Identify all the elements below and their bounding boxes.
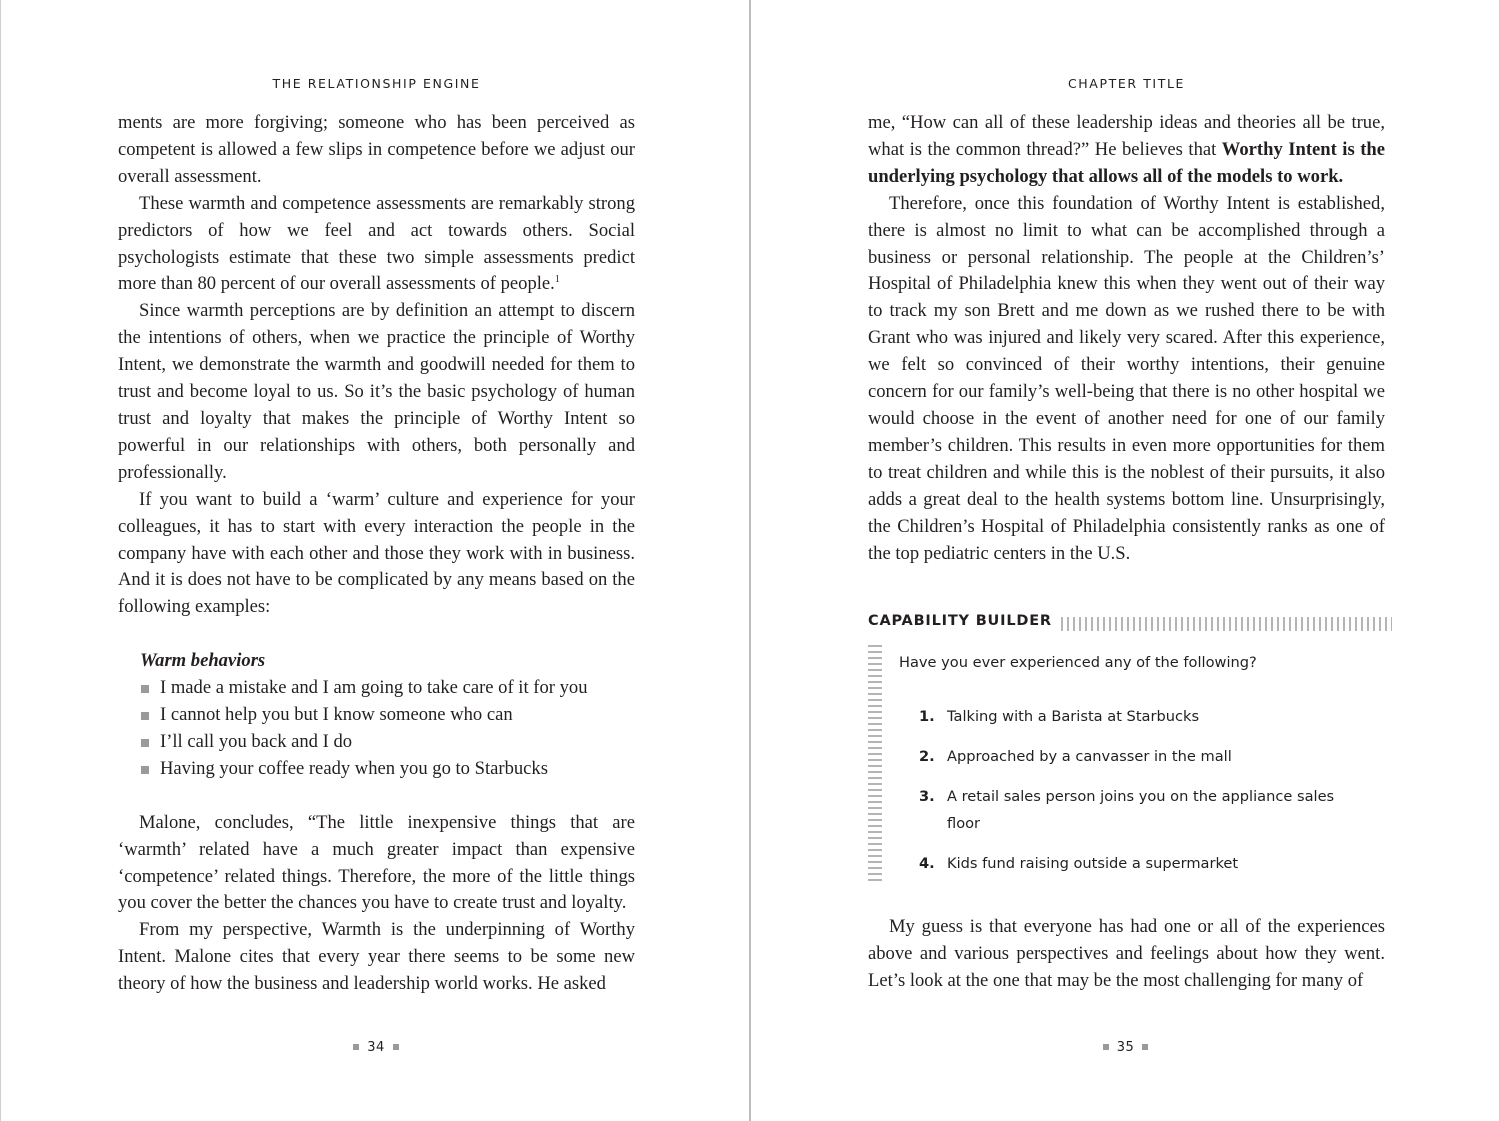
list-item-text: I cannot help you but I know someone who can (160, 704, 513, 726)
running-head: CHAPTER TITLE (1067, 76, 1186, 91)
running-head: THE RELATIONSHIP ENGINE (272, 76, 481, 91)
body-text (118, 110, 635, 998)
list-item (899, 703, 1379, 730)
list-item (899, 783, 1379, 837)
paragraph (118, 191, 635, 299)
footnote-marker: 1 (554, 274, 560, 286)
paragraph: Malone, concludes, “The little inexpensive things that are ‘warmth’ related have a much greater impact than expensive ‘competence’ related things. Therefore, the more of the little things you cover the better the chances you have to create trust and loyalty. (118, 811, 635, 914)
page-number (751, 1040, 1500, 1055)
page-number (1, 1040, 751, 1055)
list-item (140, 756, 635, 783)
list-number: 4. (919, 855, 935, 872)
paragraph (868, 110, 1385, 191)
folio-mark-icon (393, 1044, 399, 1050)
bullet-square-icon (141, 766, 149, 774)
subhead: Warm behaviors (140, 650, 266, 672)
list-item-text: Having your coffee ready when you go to Starbucks (160, 757, 548, 779)
paragraph: ments are more forgiving; someone who has been perceived as competent is allowed a few slips in competence before we adjust our overall assessment. (118, 112, 635, 187)
bullet-square-icon (141, 739, 149, 747)
paragraph: If you want to build a ‘warm’ culture and experience for your colleagues, it has to start with every interaction the people in the company have with each other and those they work with in business. And it is does not have to be complicated by any means based on the following examples: (118, 488, 635, 618)
list-number: 2. (919, 748, 935, 765)
list-number: 1. (919, 708, 935, 725)
folio-mark-icon (1103, 1044, 1109, 1050)
bullet-list (118, 675, 635, 783)
folio-mark-icon (1142, 1044, 1148, 1050)
list-item (899, 850, 1379, 877)
list-item-text: I’ll call you back and I do (160, 730, 353, 752)
capability-builder-title: CAPABILITY BUILDER (868, 613, 1052, 629)
page-number-text: 35 (1116, 1040, 1135, 1055)
body-text (868, 110, 1385, 567)
bullet-square-icon (141, 712, 149, 720)
bold-statement: Worthy Intent is the underlying psychology that allows all of the models to work. (868, 138, 1385, 187)
list-item (140, 675, 635, 702)
right-page (751, 0, 1500, 1121)
paragraph-text: me, “How can all of these leadership ideas and theories all be true, what is the common thread?” He believes that (868, 112, 1385, 160)
body-text-continued (868, 914, 1385, 995)
capability-list (899, 703, 1379, 890)
page-number-text: 34 (367, 1040, 385, 1055)
list-item-text: Approached by a canvasser in the mall (947, 748, 1232, 765)
capability-question: Have you ever experienced any of the following? (899, 654, 1257, 671)
paragraph-text: These warmth and competence assessments are remarkably strong predictors of how we feel and act towards others. Social psychologists estimate that these two simple assessments predict more than 80 percent of our overall assessments of people. (118, 192, 635, 295)
list-item (899, 743, 1379, 770)
paragraph: Since warmth perceptions are by definition an attempt to discern the intentions of others, when we practice the principle of Worthy Intent, we demonstrate the warmth and goodwill needed for them to trust and become loyal to us. So it’s the basic psychology of human trust and loyalty that makes the principle of Worthy Intent so powerful in our relationships with others, both personally and professionally. (118, 300, 635, 483)
list-item (140, 702, 635, 729)
list-item (140, 729, 635, 756)
paragraph: Therefore, once this foundation of Worthy Intent is established, there is almost no limit to what can be accomplished through a business or personal relationship. The people at the Children’s’ Hospital of Philadelphia knew this when they went out of their way to track my son Brett and me down as we rushed there to be with Grant who was injured and likely very scared. After this experience, we felt so convinced of their worthy intentions, their genuine concern for our family’s well-being that there is no other hospital we would choose in the event of another need for one of our family member’s children. This results in even more opportunities for them to treat children and while this is the noblest of their pursuits, it also adds a great deal to the health systems bottom line. Unsurprisingly, the Children’s Hospital of Philadelphia consistently ranks as one of the top pediatric centers in the U.S. (868, 192, 1385, 564)
paragraph: From my perspective, Warmth is the underpinning of Worthy Intent. Malone cites that every year there seems to be some new theory of how the business and leadership world works. He asked (118, 919, 635, 995)
folio-mark-icon (353, 1044, 359, 1050)
list-number: 3. (919, 788, 935, 805)
paragraph: My guess is that everyone has had one or all of the experiences above and various perspectives and feelings about how they went. Let’s look at the one that may be the most challenging for many of (868, 916, 1385, 991)
list-item-text: Kids fund raising outside a supermarket (947, 855, 1239, 872)
stripe-rule (1061, 617, 1392, 631)
bullet-square-icon (141, 685, 149, 693)
capability-builder-header (868, 613, 1398, 633)
stripe-sidebar (868, 645, 882, 885)
list-item-text: Talking with a Barista at Starbucks (947, 708, 1200, 725)
list-item-text: A retail sales person joins you on the appliance sales floor (947, 788, 1335, 832)
list-item-text: I made a mistake and I am going to take care of it for you (160, 677, 588, 699)
